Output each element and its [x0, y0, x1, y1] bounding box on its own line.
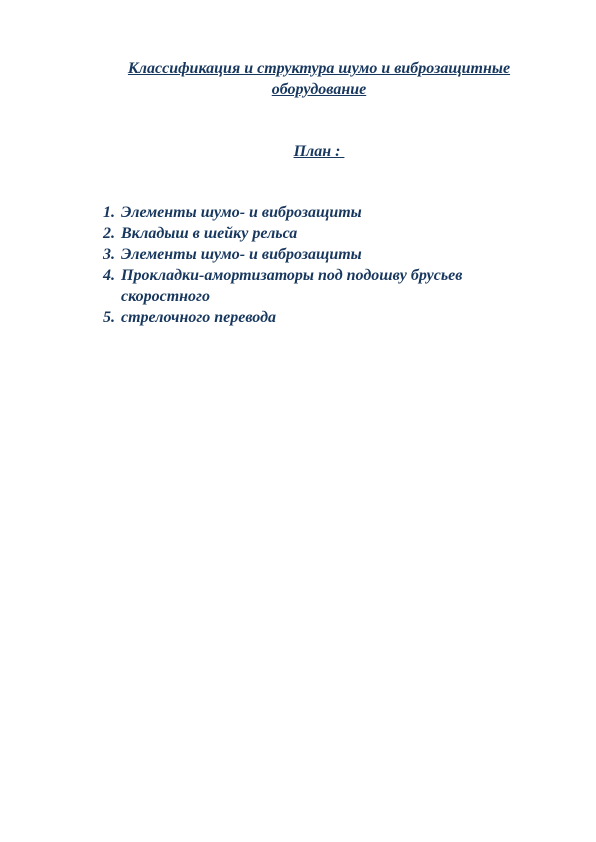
list-item-text: стрелочного перевода: [121, 309, 276, 326]
list-item-text: Прокладки-амортизаторы под подошву брусьев скоростного: [121, 267, 463, 305]
list-item: [103, 223, 543, 244]
list-item: [103, 265, 543, 307]
list-item-text: Элементы шумо- и виброзащиты: [121, 246, 362, 263]
list-item-number: 4.: [103, 267, 115, 284]
list-item-text: Вкладыш в шейку рельса: [121, 225, 298, 242]
list-item-number: 5.: [103, 309, 115, 326]
list-item-number: 1.: [103, 204, 115, 221]
plan-list: [103, 202, 543, 328]
list-item-number: 3.: [103, 246, 115, 263]
list-item: [103, 307, 543, 328]
plan-heading: План :: [293, 143, 345, 160]
list-item-text: Элементы шумо- и виброзащиты: [121, 204, 362, 221]
list-item: [103, 244, 543, 265]
list-item-number: 2.: [103, 225, 115, 242]
document-title-text: Классификация и структура шумо и виброзащитные оборудование: [127, 60, 511, 98]
list-item: [103, 202, 543, 223]
document-title: [100, 58, 538, 100]
